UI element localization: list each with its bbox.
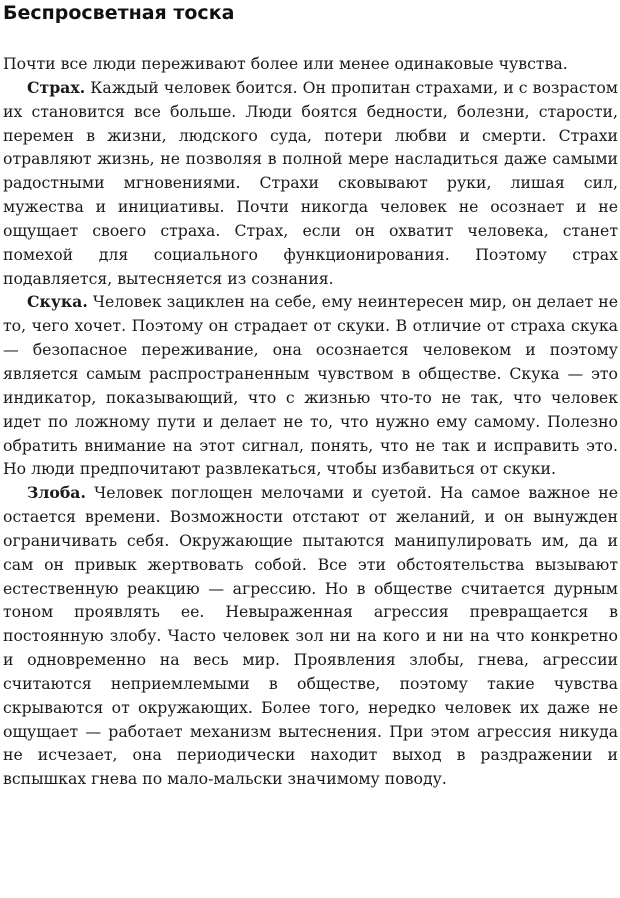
paragraph-text: Каждый человек боится. Он пропитан страхами, и с возрастом их становится все больше. Люди боятся бедности, болезни, старости, перемен в жизни, людского суда, потери любви и смерти. Страхи отравляют жизнь, не позволяя в полной мере насладиться даже самыми радостными мгновениями. Страхи сковывают руки, лишая сил, мужества и инициативы. Почти никогда человек не осознает и не ощущает своего страха. Страх, если он охватит человека, станет помехой для социального функционирования. Поэтому страх подавляется, вытесняется из сознания.: [3, 77, 618, 288]
paragraph-text: Почти все люди переживают более или менее одинаковые чувства.: [3, 54, 568, 73]
paragraph-text: Человек зациклен на себе, ему неинтересен мир, он делает не то, чего хочет. Поэтому он страдает от скуки. В отличие от страха скука — безопасное переживание, она осознается человеком и поэтому является самым распространенным чувством в обществе. Скука — это индикатор, показывающий, что с жизнью что-то не так, что человек идет по ложному пути и делает не то, что нужно ему самому. Полезно обратить внимание на этот сигнал, понять, что не так и исправить это. Но люди предпочитают развлекаться, чтобы избавиться от скуки.: [3, 292, 618, 479]
paragraph-lead-fear: Страх.: [27, 77, 86, 97]
paragraph-text: Человек поглощен мелочами и суетой. На самое важное не остается времени. Возможности отстают от желаний, и он вынужден ограничивать себя. Окружающие пытаются манипулировать им, да и сам он привык жертвовать собой. Все эти обстоятельства вызывают естественную реакцию — агрессию. Но в обществе считается дурным тоном проявлять ее. Невыраженная агрессия превращается в постоянную злобу. Часто человек зол ни на кого и ни на что конкретно и одновременно на весь мир. Проявления злобы, гнева, агрессии считаются неприемлемыми в обществе, поэтому такие чувства скрываются от окружающих. Более того, нередко человек их даже не ощущает — работает механизм вытеснения. При этом агрессия никуда не исчезает, она периодически находит выход в раздражении и вспышках гнева по мало-мальски значимому поводу.: [3, 483, 618, 789]
body-text: [3, 52, 618, 791]
paragraph-boredom: [3, 290, 618, 481]
paragraph-fear: [3, 76, 618, 291]
paragraph-anger: [3, 481, 618, 791]
section-heading: Беспросветная тоска: [3, 2, 235, 24]
paragraph-lead-anger: Злоба.: [27, 483, 86, 503]
paragraph-intro: [3, 52, 618, 76]
paragraph-lead-boredom: Скука.: [27, 292, 88, 312]
